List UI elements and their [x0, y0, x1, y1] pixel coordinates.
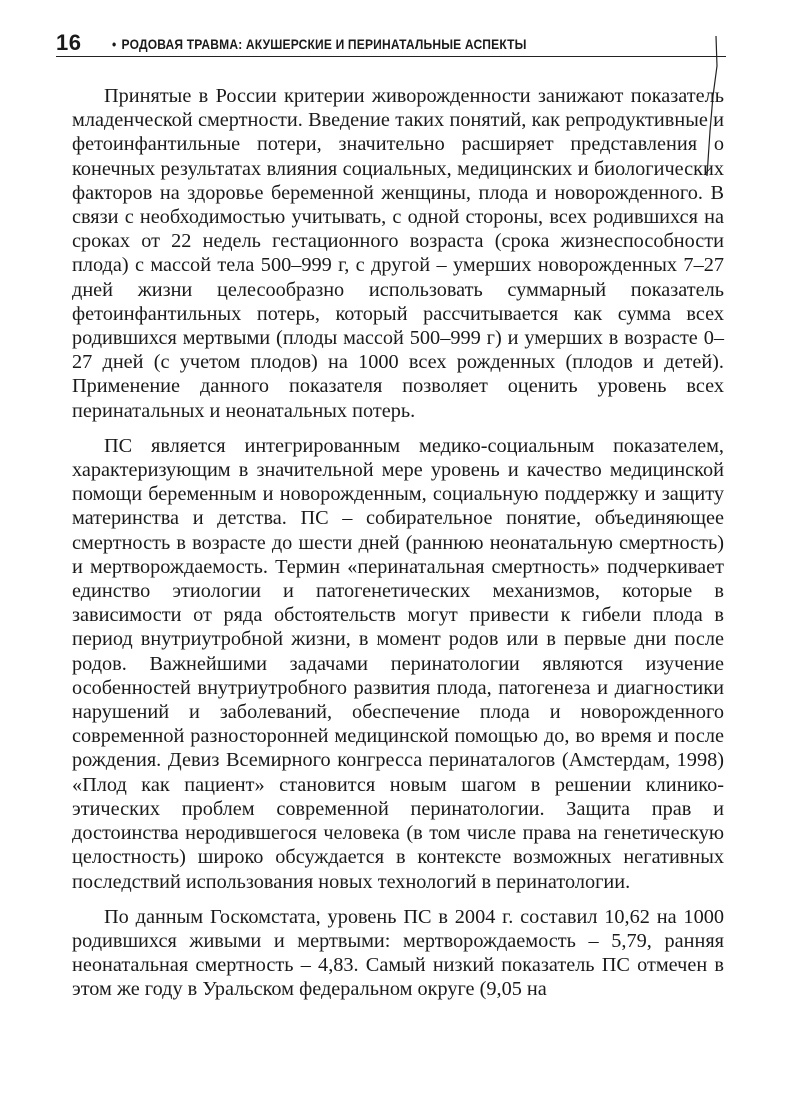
- paragraph-3: По данным Госкомстата, уровень ПС в 2004 г. составил 10,62 на 1000 родившихся живыми и мертвыми: мертворождаемость – 5,79, ранняя неонатальная смертность – 4,83. Самый низкий показатель ПС отмечен в этом же году в Уральском федеральном округе (9,05 на: [72, 905, 724, 1001]
- running-title: [112, 36, 527, 52]
- paragraph-1: Принятые в России критерии живорожденности занижают показатель младенческой смертности. Введение таких понятий, как репродуктивные и фетоинфантильные потери, значительно расширяет представления о конечных результатах влияния социальных, медицинских и биологических факторов на здоровье беременной женщины, плода и новорожденного. В связи с необходимостью учитывать, с одной стороны, всех родившихся на сроках от 22 недель гестационного возраста (срока жизнеспособности плода) с массой тела 500–999 г, с другой – умерших новорожденных 7–27 дней жизни целесообразно использовать суммарный показатель фетоинфантильных потерь, который рассчитывается как сумма всех родившихся мертвыми (плоды массой 500–999 г) и умерших в возрасте 0–27 дней (с учетом плодов) на 1000 всех рожденных (плодов и детей). Применение данного показателя позволяет оценить уровень всех перинатальных и неонатальных потерь.: [72, 85, 724, 422]
- running-title-text: РОДОВАЯ ТРАВМА: АКУШЕРСКИЕ И ПЕРИНАТАЛЬНЫЕ АСПЕКТЫ: [121, 36, 527, 52]
- page-number: 16: [56, 30, 82, 55]
- running-header: [56, 30, 726, 57]
- paragraph-2: ПС является интегрированным медико-социальным показателем, характеризующим в значительной мере уровень и качество медицинской помощи беременным и новорожденным, социальную поддержку и защиту материнства и детства. ПС – собирательное понятие, объединяющее смертность в возрасте до шести дней (раннюю неонатальную смертность) и мертворождаемость. Термин «перинатальная смертность» подчеркивает единство этиологии и патогенетических механизмов, которые в зависимости от ряда обстоятельств могут привести к гибели плода в период внутриутробной жизни, в момент родов или в первые дни после родов. Важнейшими задачами перинатологии являются изучение особенностей внутриутробного развития плода, патогенеза и диагностики нарушений и заболеваний, обеспечение плода и новорожденного современной разносторонней медицинской помощью до, во время и после рождения. Девиз Всемирного конгресса перинаталогов (Амстердам, 1998) «Плод как пациент» становится новым шагом в решении клинико-этических проблем современной перинатологии. Защита прав и достоинства неродившегося человека (в том числе права на генетическую целостность) широко обсуждается в контексте возможных негативных последствий использования новых технологий в перинатологии.: [72, 434, 724, 893]
- bullet-glyph: •: [112, 36, 117, 52]
- body-text: [72, 84, 724, 1013]
